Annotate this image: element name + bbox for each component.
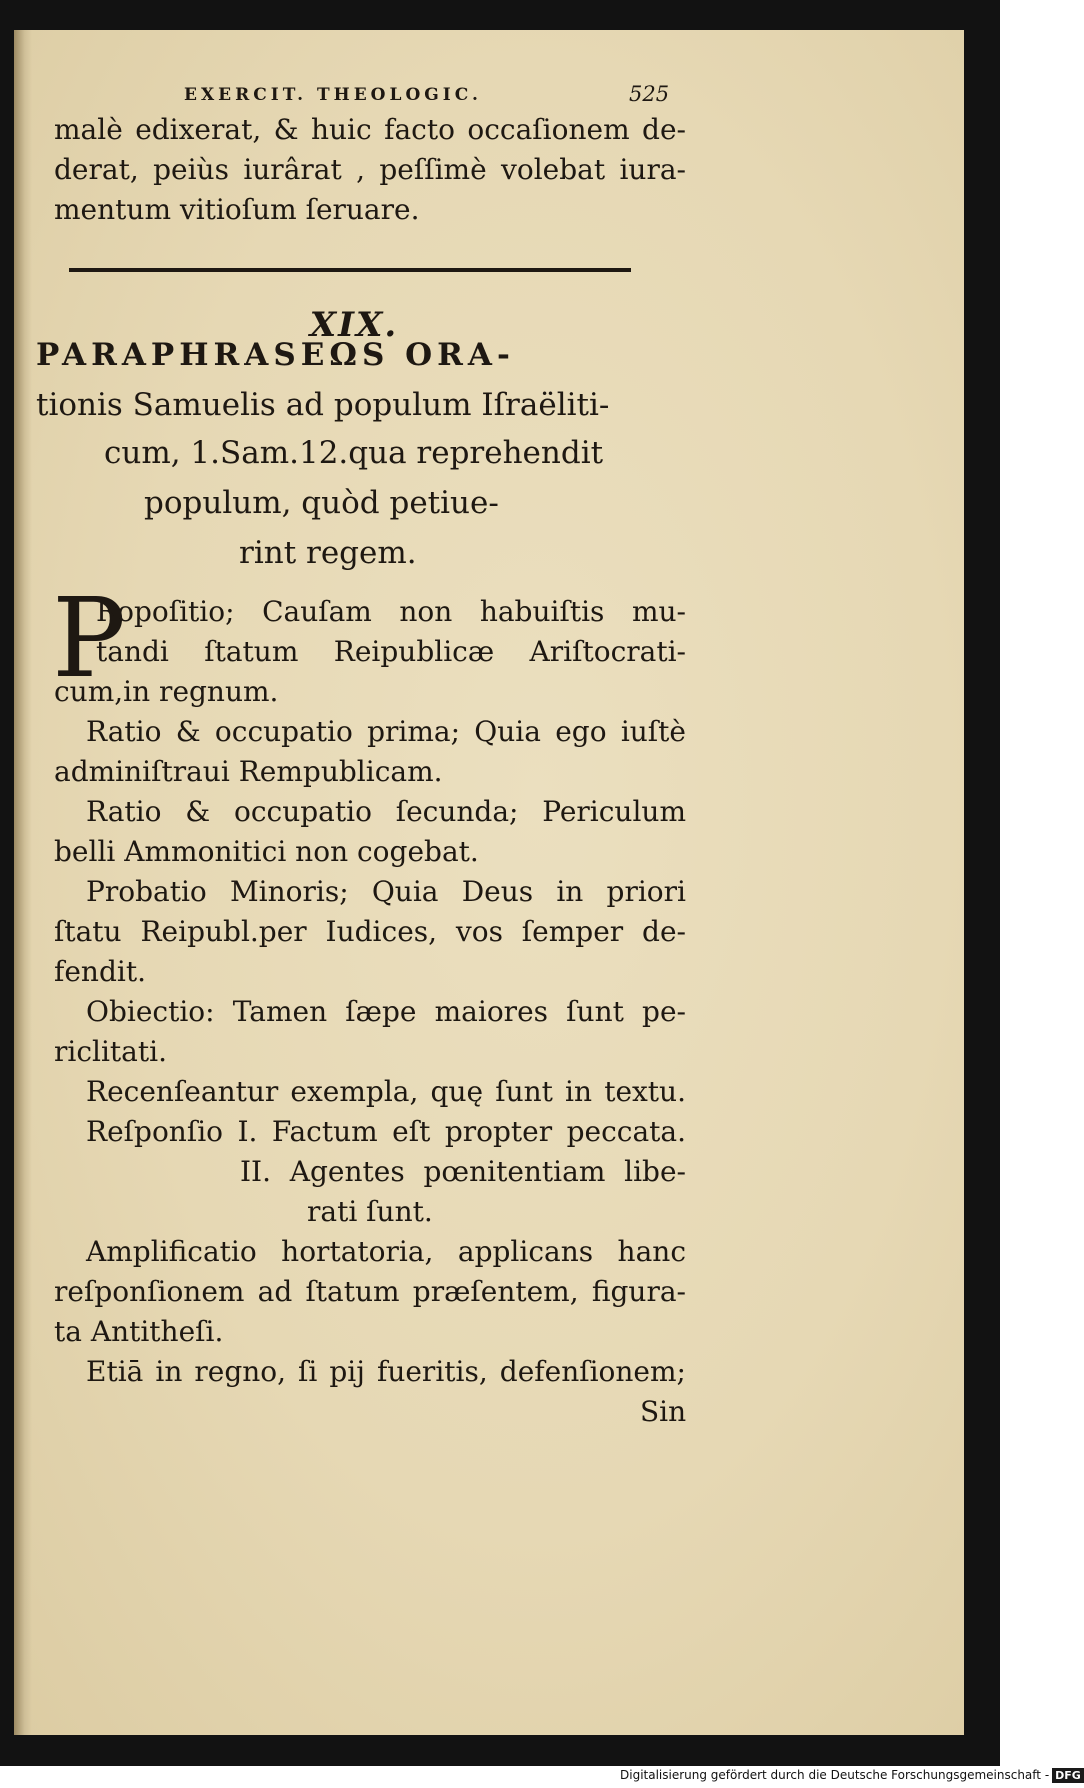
text-line: mentum vitioſum ſeruare. [54, 193, 420, 226]
text-line: Amplificatio hortatoria, applicans hanc [86, 1235, 686, 1268]
catchword: Sin [640, 1395, 687, 1428]
text-line: adminiſtraui Rempublicam. [54, 755, 443, 788]
section-title-line: PARAPHRASEΩS ORA- [36, 337, 515, 373]
running-head: EXERCIT. THEOLOGIC. [184, 85, 482, 105]
section-rule [69, 268, 631, 272]
text-line: II. Agentes pœnitentiam libe- [240, 1155, 686, 1188]
section-title-line: rint regem. [239, 535, 417, 571]
page-number: 525 [629, 82, 670, 106]
credit-text: Digitalisierung gefördert durch die Deutsche Forschungsgemeinschaft - [620, 1768, 1050, 1782]
section-number: XIX. [309, 305, 399, 345]
text-line: fendit. [54, 955, 146, 988]
book-page [14, 30, 964, 1735]
dfg-logo: DFG [1052, 1768, 1084, 1783]
text-line: riclitati. [54, 1035, 167, 1068]
text-line: ta Antitheſi. [54, 1315, 224, 1348]
text-line: Reſponſio I. Factum eſt propter peccata. [86, 1115, 686, 1148]
text-line: tandi ſtatum Reipublicæ Ariſtocrati- [96, 635, 686, 668]
text-line: Recenſeantur exempla, quę ſunt in textu. [86, 1075, 686, 1108]
text-line: Obiectio: Tamen ſæpe maiores ſunt pe- [86, 995, 686, 1028]
text-line: ſtatu Reipubl.per Iudices, vos ſemper de- [54, 915, 686, 948]
text-line: Etiā in regno, ſi pij fueritis, defenſionem; [86, 1355, 686, 1388]
section-title-line: tionis Samuelis ad populum Iſraëliti- [36, 387, 610, 423]
text-line: derat, peiùs iurârat , peſſimè volebat iura- [54, 153, 686, 186]
text-line: Ropoſitio; Cauſam non habuiſtis mu- [96, 595, 686, 628]
digitization-credit [620, 1768, 1081, 1786]
text-line: Ratio & occupatio ſecunda; Periculum [86, 795, 686, 828]
text-line: Ratio & occupatio prima; Quia ego iuſtè [86, 715, 686, 748]
text-line: reſponſionem ad ſtatum præſentem, figura- [54, 1275, 686, 1308]
section-title-line: populum, quòd petiue- [144, 485, 499, 521]
text-line: cum,in regnum. [54, 675, 279, 708]
page-edge [14, 30, 32, 1735]
text-line: belli Ammonitici non cogebat. [54, 835, 479, 868]
section-title-line: cum, 1.Sam.12.qua reprehendit [104, 435, 604, 471]
text-line: rati ſunt. [307, 1195, 433, 1228]
text-line: Probatio Minoris; Quia Deus in priori [86, 875, 686, 908]
text-line: malè edixerat, & huic facto occaſionem de- [54, 113, 686, 146]
drop-cap: P [52, 574, 127, 702]
